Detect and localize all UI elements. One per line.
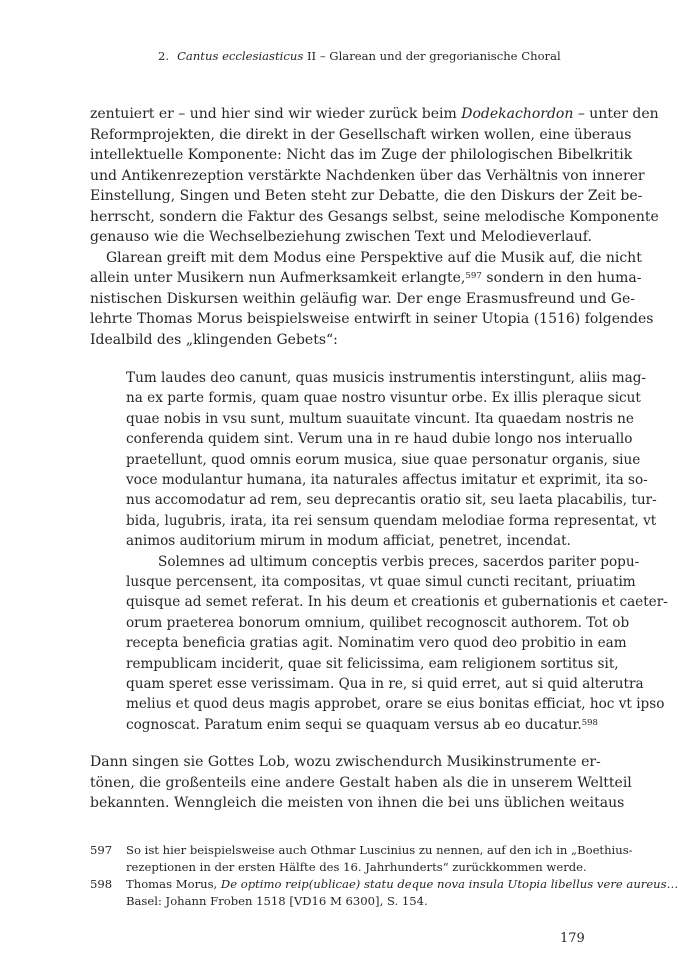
quote-line: rempublicam inciderit, quae sit felicissima, eam religionem sortitus sit, — [126, 655, 619, 672]
quote-line: cognoscat. Paratum enim sequi se quaquam versus ab eo ducatur.$^{598}$ — [126, 716, 598, 733]
body-text-line: Einstellung, Singen und Beten steht zur Debatte, die den Diskurs der Zeit be- — [90, 188, 643, 204]
quote-line: animos auditorium mirum in modum afficiat, penetret, incendat. — [126, 533, 571, 550]
quote-line: Tum laudes deo canunt, quas musicis instrumentis interstingunt, aliis mag- — [126, 370, 647, 386]
quote-line: nus accomodatur ad rem, seu deprecantis oratio sit, seu laeta placabilis, tur- — [126, 492, 657, 509]
body-text-line: genauso wie die Wechselbeziehung zwischen Text und Melodieverlauf. — [90, 229, 592, 245]
quote-line: voce modulantur humana, ita naturales affectus imitatur et exprimit, ita so- — [126, 472, 648, 488]
body-text-line: Glarean greift mit dem Modus eine Perspektive auf die Musik auf, die nicht — [106, 249, 642, 266]
quote-line: bida, lugubris, irata, ita rei sensum quendam melodiae forma representat, vt — [126, 512, 657, 529]
footnote-number: 597 — [90, 843, 113, 857]
body-text-line: bekannten. Wenngleich die meisten von ihnen die bei uns üblichen weitaus — [90, 795, 625, 811]
body-text-line: Idealbild des „klingenden Gebets“: — [90, 331, 338, 348]
chapter-number: 2. — [158, 49, 170, 63]
running-header — [158, 47, 561, 65]
body-text-line: tönen, die großenteils eine andere Gestalt haben als die in unserem Weltteil — [90, 774, 632, 791]
footnote-number: 598 — [90, 877, 113, 891]
italic-title: De optimo reip(ublicae) statu deque nova insula Utopia libellus vere aureus… — [220, 877, 678, 891]
footnote-line: Basel: Johann Froben 1518 [VD16 M 6300], S. 154. — [126, 894, 428, 908]
chapter-title: II – Glarean und der gregorianische Choral — [303, 49, 561, 63]
body-text-line: Reformprojekten, die direkt in der Gesellschaft wirken wollen, eine überaus — [90, 126, 632, 143]
page-number: 179 — [560, 931, 585, 946]
quote-line: praetellunt, quod omnis eorum musica, siue quae personatur organis, siue — [126, 451, 641, 468]
footnote-line: Thomas Morus, De optimo reip(ublicae) statu deque nova insula Utopia libellus vere aureus… — [126, 877, 678, 891]
footnote-ref[interactable]: 597 — [465, 271, 482, 282]
quote-line: melius et quod deus magis approbet, orare se eius bonitas efficiat, hoc vt ipso — [126, 696, 665, 713]
chapter-title-italic: Cantus ecclesiasticus — [177, 49, 304, 63]
quote-line: lusque percensent, ita compositas, vt quae simul cuncti recitant, priuatim — [126, 574, 636, 590]
quote-line: quam speret esse verissimam. Qua in re, si quid erret, aut si quid alterutra — [126, 676, 644, 692]
body-text-line: intellektuelle Komponente: Nicht das im Zuge der philologischen Bibelkritik — [90, 147, 633, 163]
quote-line: quae nobis in vsu sunt, multum suauitate vincunt. Ita quaedam nostris ne — [126, 410, 634, 427]
footnote-ref[interactable]: 598 — [581, 717, 598, 728]
quote-line: Solemnes ad ultimum conceptis verbis preces, sacerdos pariter popu- — [158, 553, 640, 570]
quote-line: recepta beneficia gratias agit. Nominatim vero quod deo probitio in eam — [126, 635, 627, 652]
quote-line: conferenda quidem sint. Verum una in re haud dubie longo nos interuallo — [126, 431, 633, 448]
quote-line: na ex parte formis, quam quae nostro visuntur orbe. Ex illis pleraque sicut — [126, 390, 641, 407]
quote-line: orum praeterea bonorum omnium, quilibet recognoscit authorem. Tot ob — [126, 614, 630, 631]
body-text-line: Dann singen sie Gottes Lob, wozu zwischendurch Musikinstrumente er- — [90, 754, 601, 770]
body-text-line: und Antikenrezeption verstärkte Nachdenken über das Verhältnis von innerer — [90, 167, 645, 184]
body-text-line: allein unter Musikern nun Aufmerksamkeit erlangte,$^{597}$ sondern in den huma- — [90, 270, 642, 286]
body-text-line: zentuiert er – und hier sind wir wieder zurück beim Dodekachordon – unter den — [90, 106, 659, 122]
italic-title: Dodekachordon — [461, 106, 574, 122]
quote-line: quisque ad semet referat. In his deum et creationis et gubernationis et caeter- — [126, 594, 668, 611]
footnote-line: rezeptionen in der ersten Hälfte des 16. Jahrhunderts“ zurückkommen werde. — [126, 860, 587, 874]
body-text-line: lehrte Thomas Morus beispielsweise entwirft in seiner Utopia (1516) folgendes — [90, 311, 654, 327]
body-text-line: herrscht, sondern die Faktur des Gesangs selbst, seine melodische Komponente — [90, 208, 659, 225]
body-text-line: nistischen Diskursen weithin geläufig war. Der enge Erasmusfreund und Ge- — [90, 290, 635, 307]
footnote-line: So ist hier beispielsweise auch Othmar Luscinius zu nennen, auf den ich in „Boethius- — [126, 843, 633, 857]
